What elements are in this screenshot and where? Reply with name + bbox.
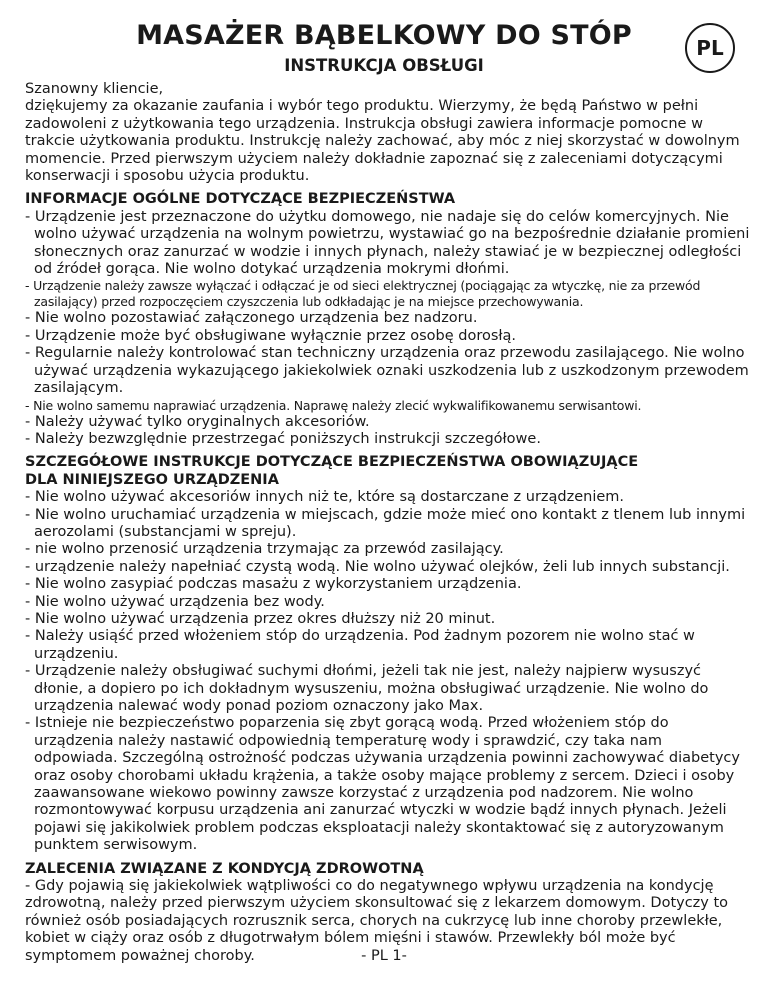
general-safety-heading: INFORMACJE OGÓLNE DOTYCZĄCE BEZPIECZEŃSTWA bbox=[25, 191, 456, 208]
list-item: - Istnieje nie bezpieczeństwo poparzenia się zbyt gorącą wodą. Przed włożeniem stóp do urządzenia należy nastawić odpowiednią temperaturę wody i sprawdzić, czy taka nam odpowiada. Szczególną ostrożność podczas używania urządzenia powinni zachowywać diabetycy oraz osoby chorobami układu krążenia, a także osoby mające problemy z sercem. Dzieci i osoby zaawansowane wiekowo powinny zawsze korzystać z urządzenia pod nadzorem. Nie wolno rozmontowywać korpusu urządzenia ani zanurzać wtyczki w wodzie bądź innych płynach. Jeżeli pojawi się jakikolwiek problem podczas eksploatacji należy skontaktować się z autoryzowanym punktem serwisowym. bbox=[25, 715, 740, 854]
detailed-safety-heading-line2: DLA NINIEJSZEGO URZĄDZENIA bbox=[25, 471, 279, 488]
document-subtitle: INSTRUKCJA OBSŁUGI bbox=[284, 56, 484, 75]
general-safety-list bbox=[25, 209, 750, 448]
list-item: - Nie wolno używać urządzenia bez wody. bbox=[25, 593, 325, 610]
detailed-safety-heading bbox=[25, 454, 750, 489]
list-item: - Należy bezwzględnie przestrzegać poniższych instrukcji szczegółowe. bbox=[25, 430, 541, 447]
list-item: - Regularnie należy kontrolować stan techniczny urządzenia oraz przewodu zasilającego. Nie wolno używać urządzenia wykazującego jakiekolwiek oznaki uszkodzenia lub z uszkodzonym przewodem zasilającym. bbox=[25, 345, 749, 397]
language-badge: PL bbox=[685, 23, 735, 73]
intro-greeting: Szanowny kliencie, bbox=[25, 81, 164, 97]
detailed-safety-heading-line1: SZCZEGÓŁOWE INSTRUKCJE DOTYCZĄCE BEZPIECZEŃSTWA OBOWIĄZUJĄCE bbox=[25, 454, 639, 471]
list-item: - Urządzenie jest przeznaczone do użytku domowego, nie nadaje się do celów komercyjnych. Nie wolno używać urządzenia na wolnym powietrzu, wystawiać go na bezpośrednie działanie promieni słonecznych oraz zanurzać w wodzie i innych płynach, należy stawiać je w bezpiecznej odległości od źródeł gorąca. Nie wolno dotykać urządzenia mokrymi dłońmi. bbox=[25, 208, 750, 278]
list-item: - Nie wolno zasypiać podczas masażu z wykorzystaniem urządzenia. bbox=[25, 576, 522, 593]
health-paragraph: - Gdy pojawią się jakiekolwiek wątpliwości co do negatywnego wpływu urządzenia na kondycję zdrowotną, należy przed pierwszym użyciem skonsultować się z lekarzem domowym. Dotyczy to również osób posiadających rozrusznik serca, chorych na cukrzycę lub inne choroby przewlekłe, kobiet w ciąży oraz osób z długotrwałym bólem mięśni i stawów. Przewlekły ból może być symptomem poważnej choroby. bbox=[25, 878, 729, 964]
document-body bbox=[25, 81, 750, 965]
list-item: - Urządzenie należy zawsze wyłączać i odłączać je od sieci elektrycznej (pociągając za wtyczkę, nie za przewód zasilający) przed rozpoczęciem czyszczenia lub odkładając je na miejsce przechowywania. bbox=[25, 278, 701, 310]
list-item: - Urządzenie należy obsługiwać suchymi dłońmi, jeżeli tak nie jest, należy najpierw wysuszyć dłonie, a dopiero po ich dokładnym wysuszeniu, można obsługiwać urządzenie. Nie wolno do urządzenia nalewać wody ponad poziom oznaczony jako Max. bbox=[25, 663, 709, 714]
document-title: MASAŻER BĄBELKOWY DO STÓP bbox=[136, 20, 632, 51]
intro-paragraph: dziękujemy za okazanie zaufania i wybór tego produktu. Wierzymy, że będą Państwo w pełni zadowoleni z użytkowania tego urządzenia. Instrukcja obsługi zawiera informacje pomocne w trakcie użytkowania produktu. Instrukcję należy zachować, aby móc z niej skorzystać w dowolnym momencie. Przed pierwszym użyciem należy dokładnie zapoznać się z zaleceniami dotyczącymi konserwacji i sposobu użycia produktu. bbox=[25, 98, 740, 185]
page-number: - PL 1- bbox=[361, 948, 407, 964]
list-item: - Nie wolno samemu naprawiać urządzenia. Naprawę należy zlecić wykwalifikowanemu serwisantowi. bbox=[25, 397, 642, 413]
detailed-safety-list bbox=[25, 489, 750, 855]
list-item: - Nie wolno używać urządzenia przez okres dłuższy niż 20 minut. bbox=[25, 610, 496, 627]
list-item: - nie wolno przenosić urządzenia trzymając za przewód zasilający. bbox=[25, 541, 504, 558]
list-item: - Urządzenie może być obsługiwane wyłącznie przez osobę dorosłą. bbox=[25, 327, 517, 344]
list-item: - Nie wolno używać akcesoriów innych niż te, które są dostarczane z urządzeniem. bbox=[25, 489, 625, 506]
health-heading: ZALECENIA ZWIĄZANE Z KONDYCJĄ ZDROWOTNĄ bbox=[25, 860, 424, 877]
list-item: - Nie wolno uruchamiać urządzenia w miejscach, gdzie może mieć ono kontakt z tlenem lub innymi aerozolami (substancjami w spreju). bbox=[25, 506, 746, 540]
list-item: - urządzenie należy napełniać czystą wodą. Nie wolno używać olejków, żeli lub innych substancji. bbox=[25, 558, 730, 575]
list-item: - Należy usiąść przed włożeniem stóp do urządzenia. Pod żadnym pozorem nie wolno stać w urządzeniu. bbox=[25, 628, 695, 662]
list-item: - Nie wolno pozostawiać załączonego urządzenia bez nadzoru. bbox=[25, 310, 478, 327]
list-item: - Należy używać tylko oryginalnych akcesoriów. bbox=[25, 413, 370, 430]
